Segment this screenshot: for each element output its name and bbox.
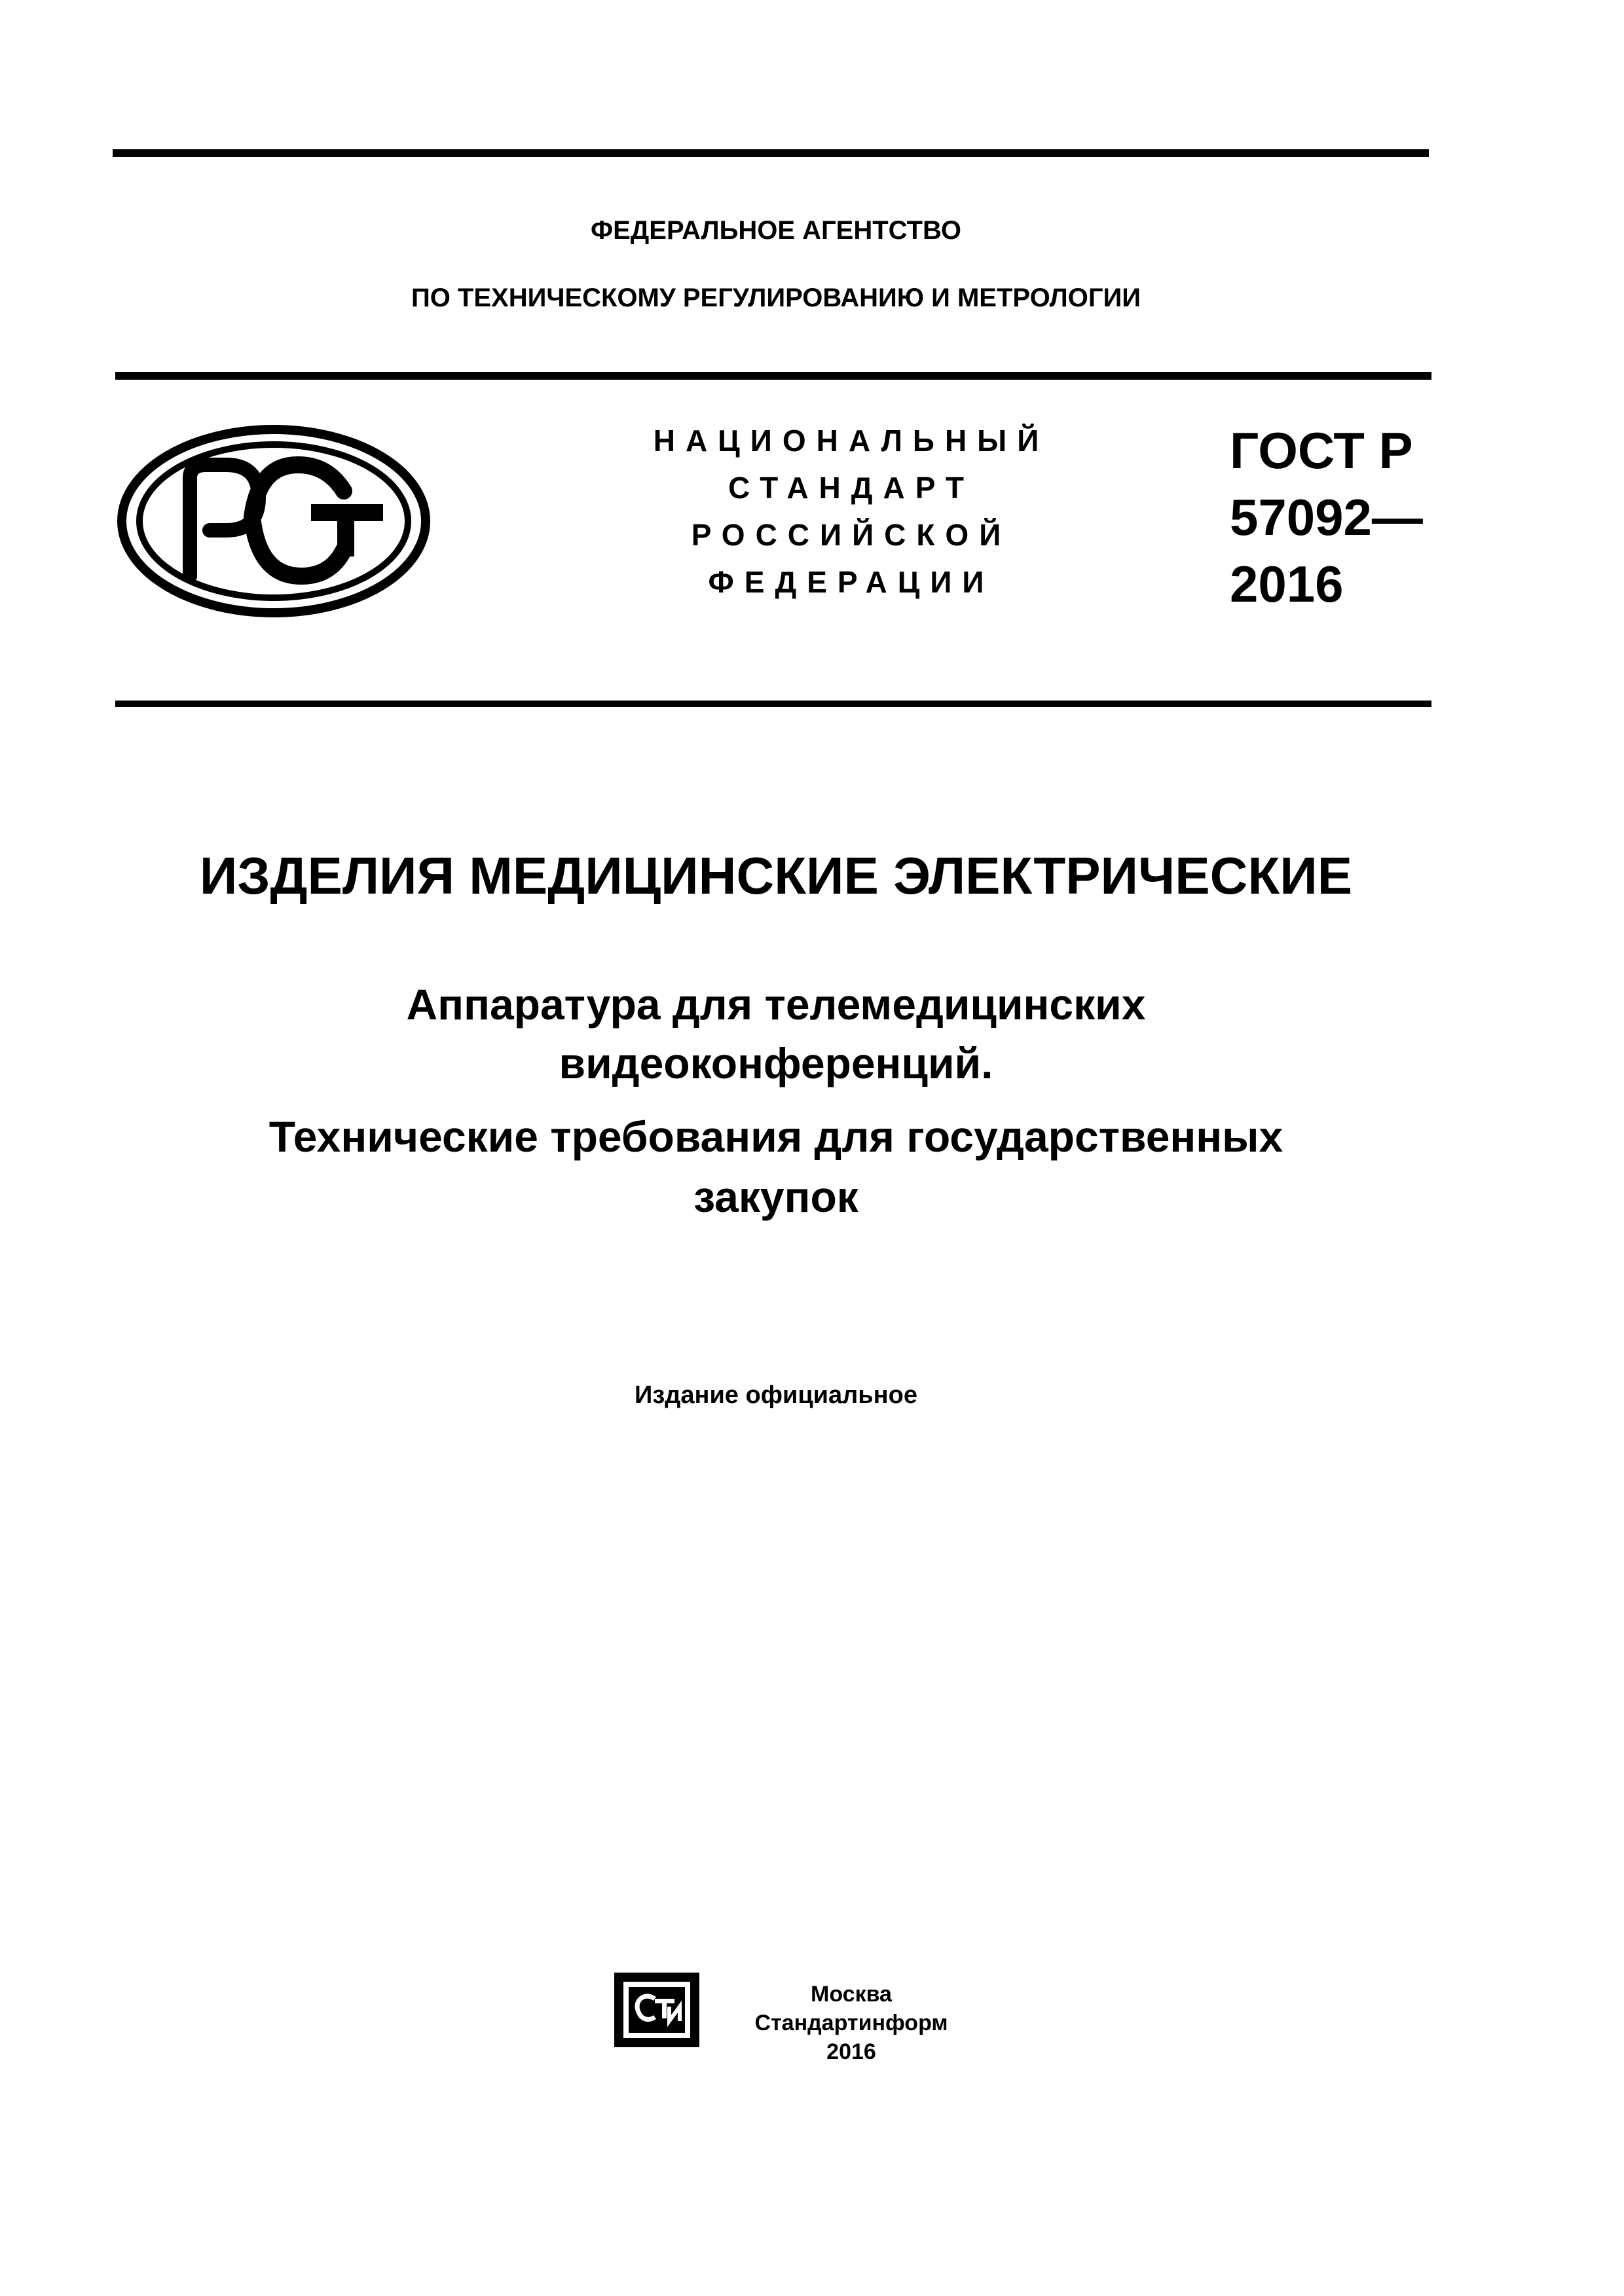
publisher-name: Стандартинформ [754, 2011, 948, 2035]
edition-note: Издание официальное [635, 1381, 917, 1409]
gost-designation-line-3: 2016 [1230, 555, 1344, 613]
publisher-city: Москва [811, 1982, 892, 2007]
standard-type-line-2: СТАНДАРТ [728, 471, 974, 505]
gost-designation-line-1: ГОСТ Р [1230, 422, 1413, 479]
publisher-year: 2016 [826, 2039, 876, 2064]
title-rule [115, 701, 1431, 707]
document-title: ИЗДЕЛИЯ МЕДИЦИНСКИЕ ЭЛЕКТРИЧЕСКИЕ [199, 847, 1353, 905]
standartinform-logo-icon [609, 1967, 707, 2052]
gost-designation-line-2: 57092— [1230, 488, 1423, 546]
top-rule [113, 149, 1429, 157]
standard-type-line-3: РОССИЙСКОЙ [691, 518, 1012, 552]
agency-line-1: ФЕДЕРАЛЬНОЕ АГЕНТСТВО [590, 216, 962, 245]
standard-type-line-1: НАЦИОНАЛЬНЫЙ [653, 424, 1050, 458]
rst-certification-logo-icon [111, 419, 439, 622]
subtitle-1-line-2: видеоконференций. [559, 1039, 993, 1087]
standard-type-line-4: ФЕДЕРАЦИИ [708, 565, 995, 599]
subtitle-2-line-2: закупок [693, 1173, 858, 1221]
header-rule [115, 372, 1431, 380]
subtitle-1-line-1: Аппаратура для телемедицинских [406, 980, 1146, 1029]
agency-line-2: ПО ТЕХНИЧЕСКОМУ РЕГУЛИРОВАНИЮ И МЕТРОЛОГИИ [411, 283, 1141, 312]
subtitle-2-line-1: Технические требования для государственных [268, 1112, 1283, 1161]
